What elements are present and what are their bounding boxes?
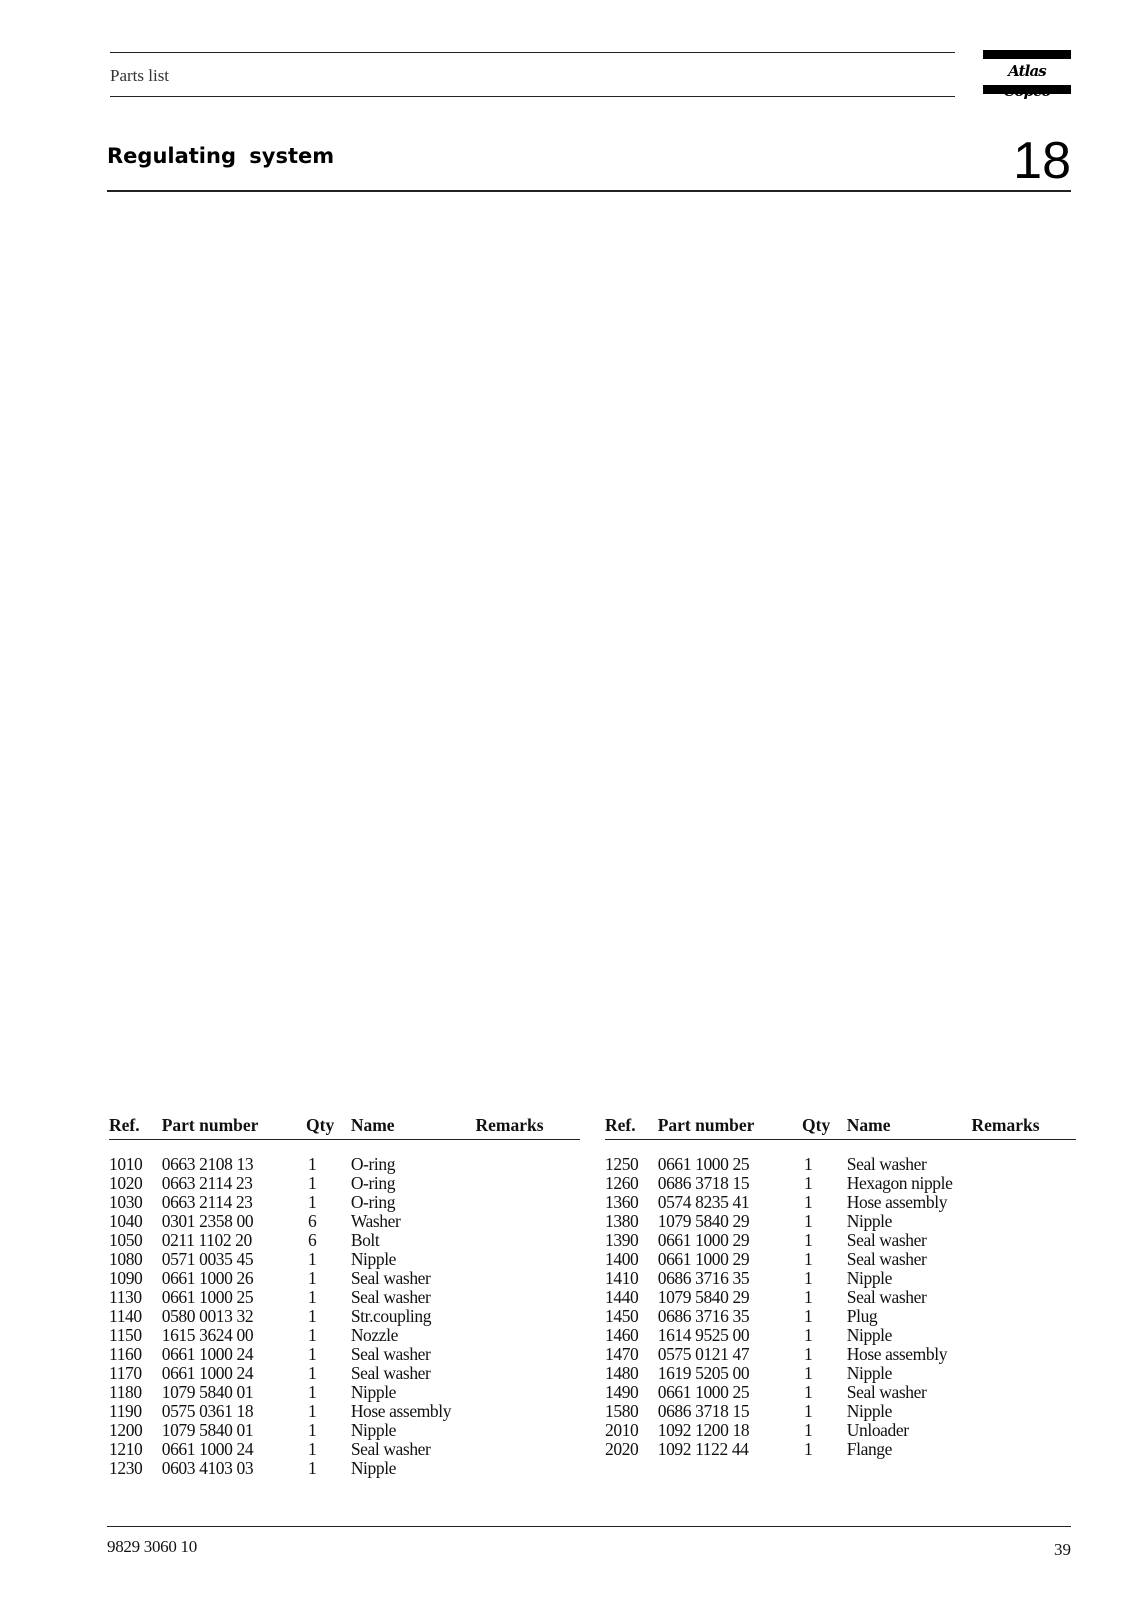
row-remarks [972,1174,1077,1193]
row-remarks [475,1193,580,1212]
row-remarks [972,1212,1077,1231]
header-part-number: Part number [162,1114,306,1140]
header-remarks: Remarks [475,1114,580,1140]
row-ref: 1380 [605,1211,639,1231]
table-row [605,1288,1076,1307]
parts-table-right [605,1114,1076,1459]
row-name: Seal washer [846,1382,927,1402]
header-name: Name [351,1114,476,1140]
row-name: Nipple [350,1458,397,1478]
row-remarks [475,1288,580,1307]
table-row [109,1326,580,1345]
row-ref: 1360 [605,1192,639,1212]
row-ref: 1580 [605,1401,639,1421]
row-ref: 1490 [605,1382,639,1402]
row-part-number: 1619 5205 00 [657,1363,750,1383]
row-part-number: 1079 5840 29 [657,1287,750,1307]
table-row [605,1383,1076,1402]
header-name: Name [847,1114,972,1140]
row-qty: 1 [804,1344,813,1364]
title-rule [107,190,1071,192]
row-name: O-ring [350,1173,396,1193]
row-qty: 1 [308,1420,317,1440]
row-remarks [475,1250,580,1269]
row-qty: 1 [308,1439,317,1459]
row-remarks [475,1212,580,1231]
row-name: Hose assembly [846,1192,948,1212]
row-part-number: 0661 1000 26 [161,1268,254,1288]
row-part-number: 0663 2114 23 [161,1173,253,1193]
row-remarks [972,1269,1077,1288]
row-ref: 1050 [109,1230,143,1250]
row-name: Plug [846,1306,878,1326]
row-ref: 1010 [109,1154,143,1174]
header-bottom-rule [110,96,955,97]
row-ref: 1480 [605,1363,639,1383]
row-part-number: 1614 9525 00 [657,1325,750,1345]
row-name: Nipple [846,1401,893,1421]
row-ref: 1190 [109,1401,142,1421]
row-part-number: 1079 5840 01 [161,1382,254,1402]
row-part-number: 1079 5840 29 [657,1211,750,1231]
table-row [605,1402,1076,1421]
row-ref: 1250 [605,1154,639,1174]
table-row [109,1383,580,1402]
row-name: Seal washer [350,1363,431,1383]
row-name: Seal washer [350,1268,431,1288]
parts-rows-left [109,1140,580,1479]
row-remarks [475,1364,580,1383]
row-name: Seal washer [350,1439,431,1459]
row-part-number: 0661 1000 25 [657,1154,750,1174]
row-remarks [972,1193,1077,1212]
table-row [109,1307,580,1326]
row-qty: 1 [308,1401,317,1421]
row-qty: 1 [804,1287,813,1307]
table-row [109,1269,580,1288]
row-qty: 1 [308,1344,317,1364]
row-name: Nipple [350,1249,397,1269]
row-name: Seal washer [846,1154,927,1174]
row-remarks [972,1345,1077,1364]
row-ref: 1160 [109,1344,142,1364]
table-row [109,1174,580,1193]
row-qty: 1 [804,1420,813,1440]
header-ref: Ref. [605,1114,658,1140]
row-ref: 1440 [605,1287,639,1307]
row-name: Nipple [350,1382,397,1402]
row-part-number: 0686 3716 35 [657,1268,750,1288]
table-row [109,1440,580,1459]
row-part-number: 0575 0361 18 [161,1401,254,1421]
row-name: Washer [350,1211,401,1231]
row-ref: 1200 [109,1420,143,1440]
table-row [605,1231,1076,1250]
header-qty: Qty [306,1114,351,1140]
row-part-number: 0663 2108 13 [161,1154,254,1174]
row-ref: 1410 [605,1268,639,1288]
row-part-number: 0661 1000 29 [657,1230,750,1250]
header-top-rule [110,52,955,53]
row-remarks [475,1140,580,1175]
row-qty: 1 [308,1173,317,1193]
row-ref: 1450 [605,1306,639,1326]
row-ref: 1020 [109,1173,143,1193]
row-part-number: 0661 1000 25 [657,1382,750,1402]
row-part-number: 1079 5840 01 [161,1420,254,1440]
table-row [109,1231,580,1250]
row-qty: 1 [804,1192,813,1212]
row-name: Nipple [846,1211,893,1231]
section-number: 18 [1013,132,1071,190]
row-qty: 1 [804,1249,813,1269]
row-part-number: 0686 3718 15 [657,1173,750,1193]
row-qty: 1 [804,1306,813,1326]
header-remarks: Remarks [972,1114,1077,1140]
table-row [109,1459,580,1478]
row-qty: 1 [308,1268,317,1288]
row-part-number: 0661 1000 24 [161,1439,254,1459]
row-remarks [972,1288,1077,1307]
row-name: Nozzle [350,1325,398,1345]
table-row [605,1193,1076,1212]
row-remarks [972,1440,1077,1459]
row-ref: 1180 [109,1382,142,1402]
row-name: Str.coupling [350,1306,432,1326]
row-qty: 6 [308,1211,317,1231]
row-ref: 1230 [109,1458,143,1478]
row-remarks [475,1326,580,1345]
row-qty: 1 [804,1439,813,1459]
row-qty: 1 [804,1382,813,1402]
row-ref: 1040 [109,1211,143,1231]
row-part-number: 0661 1000 29 [657,1249,750,1269]
row-ref: 1400 [605,1249,639,1269]
row-part-number: 0301 2358 00 [161,1211,254,1231]
row-qty: 1 [308,1325,317,1345]
table-row [605,1174,1076,1193]
row-ref: 1170 [109,1363,142,1383]
row-part-number: 0211 1102 20 [161,1230,252,1250]
row-remarks [972,1307,1077,1326]
row-part-number: 0686 3718 15 [657,1401,750,1421]
row-qty: 1 [804,1325,813,1345]
row-name: Nipple [846,1363,893,1383]
row-ref: 1390 [605,1230,639,1250]
row-ref: 1460 [605,1325,639,1345]
row-ref: 2010 [605,1420,639,1440]
row-ref: 1090 [109,1268,143,1288]
table-row [109,1402,580,1421]
row-remarks [972,1140,1077,1175]
row-part-number: 0575 0121 47 [657,1344,750,1364]
row-name: Nipple [350,1420,397,1440]
row-name: Hose assembly [846,1344,948,1364]
row-remarks [475,1440,580,1459]
row-qty: 1 [804,1268,813,1288]
row-qty: 1 [308,1192,317,1212]
row-name: O-ring [350,1192,396,1212]
row-remarks [475,1174,580,1193]
table-row [109,1212,580,1231]
row-name: O-ring [350,1154,396,1174]
table-header-row [109,1114,580,1140]
row-remarks [475,1459,580,1478]
row-remarks [972,1250,1077,1269]
document-number: 9829 3060 10 [107,1537,197,1556]
row-remarks [475,1402,580,1421]
row-qty: 1 [804,1154,813,1174]
footer-rule [107,1526,1071,1527]
row-name: Seal washer [350,1344,431,1364]
section-title: Regulating system [107,144,335,168]
row-remarks [475,1269,580,1288]
table-row [605,1212,1076,1231]
row-part-number: 0574 8235 41 [657,1192,750,1212]
row-part-number: 1092 1122 44 [657,1439,749,1459]
row-remarks [972,1402,1077,1421]
header-qty: Qty [802,1114,847,1140]
row-name: Seal washer [846,1230,927,1250]
row-ref: 1470 [605,1344,639,1364]
row-qty: 1 [308,1249,317,1269]
row-remarks [972,1231,1077,1250]
table-row [605,1440,1076,1459]
row-ref: 1260 [605,1173,639,1193]
row-qty: 1 [308,1458,317,1478]
parts-table-left [109,1114,580,1478]
table-header-row [605,1114,1076,1140]
table-row [605,1345,1076,1364]
header-part-number: Part number [658,1114,802,1140]
table-row [605,1140,1076,1175]
table-row [605,1364,1076,1383]
row-name: Hose assembly [350,1401,452,1421]
table-row [109,1421,580,1440]
table-row [109,1345,580,1364]
row-ref: 2020 [605,1439,639,1459]
row-remarks [972,1383,1077,1402]
row-name: Nipple [846,1325,893,1345]
header-ref: Ref. [109,1114,162,1140]
table-row [605,1326,1076,1345]
row-part-number: 0571 0035 45 [161,1249,254,1269]
row-remarks [475,1383,580,1402]
row-ref: 1140 [109,1306,142,1326]
row-ref: 1150 [109,1325,142,1345]
row-name: Seal washer [846,1249,927,1269]
row-qty: 1 [308,1154,317,1174]
row-name: Hexagon nipple [846,1173,953,1193]
logo-top-bar [983,50,1071,59]
row-ref: 1210 [109,1439,143,1459]
row-name: Seal washer [846,1287,927,1307]
row-ref: 1130 [109,1287,142,1307]
header-label: Parts list [110,66,170,85]
row-ref: 1030 [109,1192,143,1212]
row-qty: 1 [308,1306,317,1326]
company-logo [983,50,1071,94]
table-row [605,1269,1076,1288]
row-qty: 6 [308,1230,317,1250]
row-part-number: 0580 0013 32 [161,1306,254,1326]
row-part-number: 0686 3716 35 [657,1306,750,1326]
row-remarks [972,1421,1077,1440]
row-part-number: 0661 1000 24 [161,1344,254,1364]
table-row [605,1250,1076,1269]
row-part-number: 0663 2114 23 [161,1192,253,1212]
row-part-number: 1092 1200 18 [657,1420,750,1440]
row-name: Nipple [846,1268,893,1288]
row-remarks [972,1364,1077,1383]
table-row [109,1193,580,1212]
row-qty: 1 [308,1382,317,1402]
row-qty: 1 [804,1363,813,1383]
logo-wordmark: Atlas [1008,62,1046,80]
row-ref: 1080 [109,1249,143,1269]
row-name: Unloader [846,1420,909,1440]
row-qty: 1 [804,1173,813,1193]
row-part-number: 1615 3624 00 [161,1325,254,1345]
page-number: 39 [1054,1540,1071,1559]
row-remarks [972,1326,1077,1345]
parts-rows-right [605,1140,1076,1460]
table-row [109,1288,580,1307]
row-remarks [475,1307,580,1326]
table-row [605,1421,1076,1440]
row-name: Flange [846,1439,893,1459]
row-qty: 1 [804,1211,813,1231]
table-row [109,1250,580,1269]
row-qty: 1 [804,1230,813,1250]
row-part-number: 0661 1000 25 [161,1287,254,1307]
row-remarks [475,1345,580,1364]
row-qty: 1 [804,1401,813,1421]
row-part-number: 0661 1000 24 [161,1363,254,1383]
row-name: Bolt [350,1230,380,1250]
row-name: Seal washer [350,1287,431,1307]
table-row [109,1364,580,1383]
row-part-number: 0603 4103 03 [161,1458,254,1478]
logo-bottom-bar [983,85,1071,94]
table-row [605,1307,1076,1326]
row-qty: 1 [308,1363,317,1383]
row-qty: 1 [308,1287,317,1307]
row-remarks [475,1231,580,1250]
row-remarks [475,1421,580,1440]
table-row [109,1140,580,1175]
